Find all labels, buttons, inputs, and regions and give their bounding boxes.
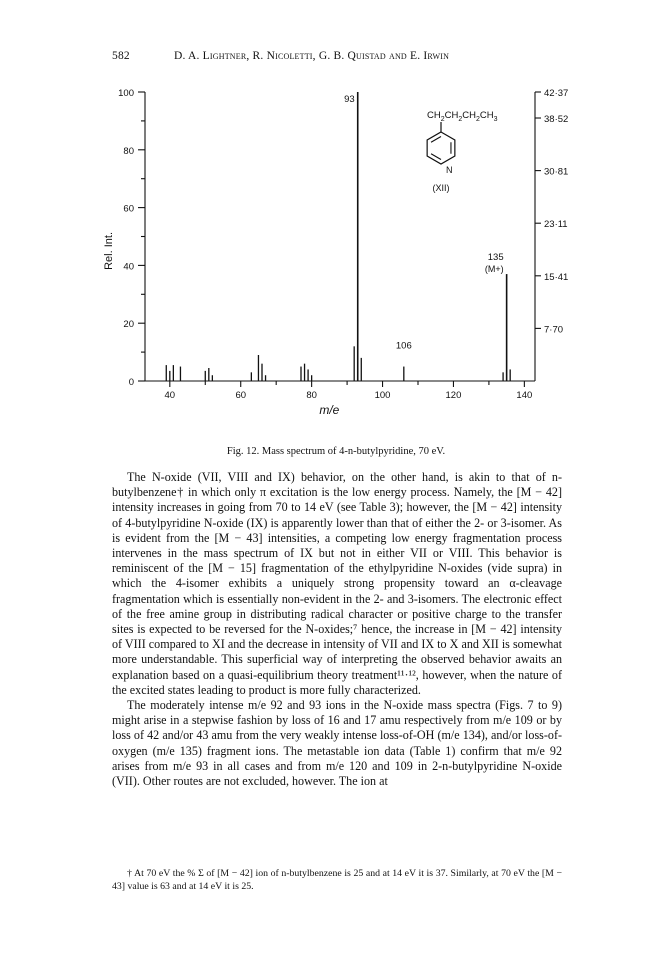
right-tick-label: 23·11 <box>544 219 568 231</box>
peak-label-93: 93 <box>344 94 355 105</box>
x-tick-label: 100 <box>374 390 391 401</box>
substituent-label: $CH_2CH_2CH_2CH_3$ <box>427 110 498 123</box>
x-tick-label: 60 <box>235 390 247 401</box>
paragraph-1: The N-oxide (VII, VIII and IX) behavior, on the other hand, is akin to that of n-butylbenzene† in which only π excitation is the low energy process. Namely, the [M − 42] intensity increases in going from 70 to 14 eV (see Table 3); however, the [M − 42] intensity of 4-butylpyridine N-oxide (IX) is apparently lower than that of either the 2- or 3-isomer. As is evident from the [M − 43] intensities, a competing low energy fragmentation process intervenes in the mass spectrum of IX but not in either VII or VIII. This behavior is reminiscent of the [M − 15] fragmentation of the ethylpyridine N-oxides (vide supra) in which the 4-isomer exhibits a uniquely strong propensity toward an α-cleavage fragmentation which is essentially non-evident in the 2- and 3-isomers. The electronic effect of the free amine group in distributing radical character or positive charge to the transfer sites is expected to be reversed for the N-oxides;⁷ hence, the increase in [M − 42] intensity of VIII compared to XI and the decrease in intensity of VII and IX to X and XII is somewhat more understandable. This superficial way of interpreting the observed behavior awaits an explanation based on a quasi-equilibrium theory treatment¹¹·¹², however, when the nature of the excited states leading to product is more fully characterized. <box>112 470 562 697</box>
chart-labels <box>344 94 503 352</box>
x-axis-title: m/e <box>319 403 340 417</box>
pyridine-structure <box>427 110 498 193</box>
y-tick-label: 80 <box>123 145 134 157</box>
right-tick-label: 30·81 <box>544 166 569 178</box>
mass-spectrum-chart <box>0 0 672 460</box>
right-tick-label: 38·52 <box>544 114 569 126</box>
x-tick-label: 80 <box>306 390 317 401</box>
x-tick-label: 40 <box>164 390 176 401</box>
peak-label-mplus: (M+) <box>484 264 504 275</box>
x-tick-label: 120 <box>445 390 462 401</box>
footnote-text: † At 70 eV the % Σ of [M − 42] ion of n-butylbenzene is 25 and at 14 eV it is 37. Similarly, at 70 eV the [M − 43] value is 63 and at 14 eV it is 25. <box>112 868 562 892</box>
nitrogen-label: N <box>446 165 453 175</box>
figure-caption: Fig. 12. Mass spectrum of 4-n-butylpyridine, 70 eV. <box>226 446 446 457</box>
x-tick-label: 140 <box>516 390 533 401</box>
footnote <box>112 868 562 893</box>
right-tick-label: 15·41 <box>544 271 569 283</box>
right-tick-label: 42·37 <box>544 88 569 99</box>
page-number: 582 <box>112 50 130 62</box>
y-tick-label: 0 <box>128 377 134 388</box>
peak-label-135: 135 <box>487 252 504 264</box>
right-tick-label: 7·70 <box>544 324 564 336</box>
body-text <box>112 470 562 789</box>
peak-label-106: 106 <box>395 340 412 352</box>
y-tick-label: 40 <box>123 261 134 273</box>
running-authors: D. A. Lightner, R. Nicoletti, G. B. Quistad and E. Irwin <box>174 50 450 62</box>
y-axis-title: Rel. Int. <box>103 231 115 270</box>
y-tick-label: 20 <box>123 319 134 331</box>
paragraph-2: The moderately intense m/e 92 and 93 ions in the N-oxide mass spectra (Figs. 7 to 9) might arise in a stepwise fashion by loss of 16 and 17 amu respectively from m/e 109 or by loss of 42 and/or 43 amu from the very weakly intense loss-of-OH (m/e 134), and/or loss-of-oxygen (m/e 135) fragment ions. The metastable ion data (Table 1) confirm that m/e 92 arises from m/e 93 in all cases and from m/e 120 and 109 in 2-n-butylpyridine N-oxide (VII). Other routes are not excluded, however. The ion at <box>112 698 562 789</box>
y-tick-label: 60 <box>123 203 134 215</box>
chart-peaks <box>166 92 510 381</box>
y-tick-label: 100 <box>118 88 134 99</box>
structure-label: (XII) <box>432 183 450 193</box>
